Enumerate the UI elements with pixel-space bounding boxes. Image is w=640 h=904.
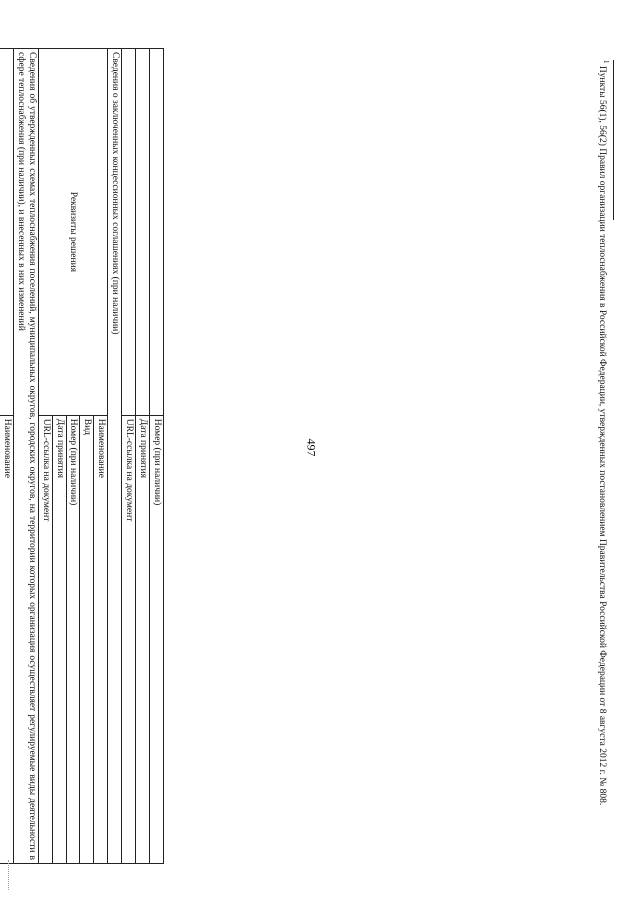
table-cell: Наименование [0, 415, 13, 863]
section-title: Сведения об утвержденных схемах теплоснабжения поселений, муниципальных округов, городских округов, на территории которых организация осуществляет регулируемые виды деятельности в сфере теплоснабжения (при наличии), и внесенных в них изменений [13, 49, 38, 864]
table-row [122, 49, 136, 864]
margin-mark [8, 860, 11, 890]
decision-label [0, 49, 13, 416]
section-header-row [108, 49, 122, 864]
footnote [595, 60, 610, 870]
table-cell: Номер (при наличии) [66, 415, 80, 863]
table-cell: Дата принятия [52, 415, 66, 863]
footnote-rule [613, 60, 614, 220]
table-row [150, 49, 164, 864]
section-title: Сведения о заключенных концессионных соглашениях (при наличии) [108, 49, 122, 864]
table-row [94, 49, 108, 864]
footnote-mark: 1 [602, 60, 610, 64]
table-cell: Наименование [94, 415, 108, 863]
page-number: 497 [304, 438, 319, 457]
footnote-text: Пункты 56(1), 56(2) Правил организации теплоснабжения в Российской Федерации, утвержденных постановлением Правительства Российской Федерации от 8 августа 2012 г. № 808. [596, 63, 607, 806]
table-cell: URL-ссылка на документ [38, 415, 52, 863]
table-cell: Вид [80, 415, 94, 863]
table-row [136, 49, 150, 864]
table-row [0, 49, 13, 864]
document-table [0, 48, 164, 864]
rotated-page-content [1, 20, 620, 884]
table-cell: Номер (при наличии) [150, 415, 164, 863]
empty-label-cell [150, 49, 164, 416]
section-header-row [13, 49, 38, 864]
table-cell: URL-ссылка на документ [122, 415, 136, 863]
table-cell: Дата принятия [136, 415, 150, 863]
decision-label: Реквизиты решения [38, 49, 108, 416]
